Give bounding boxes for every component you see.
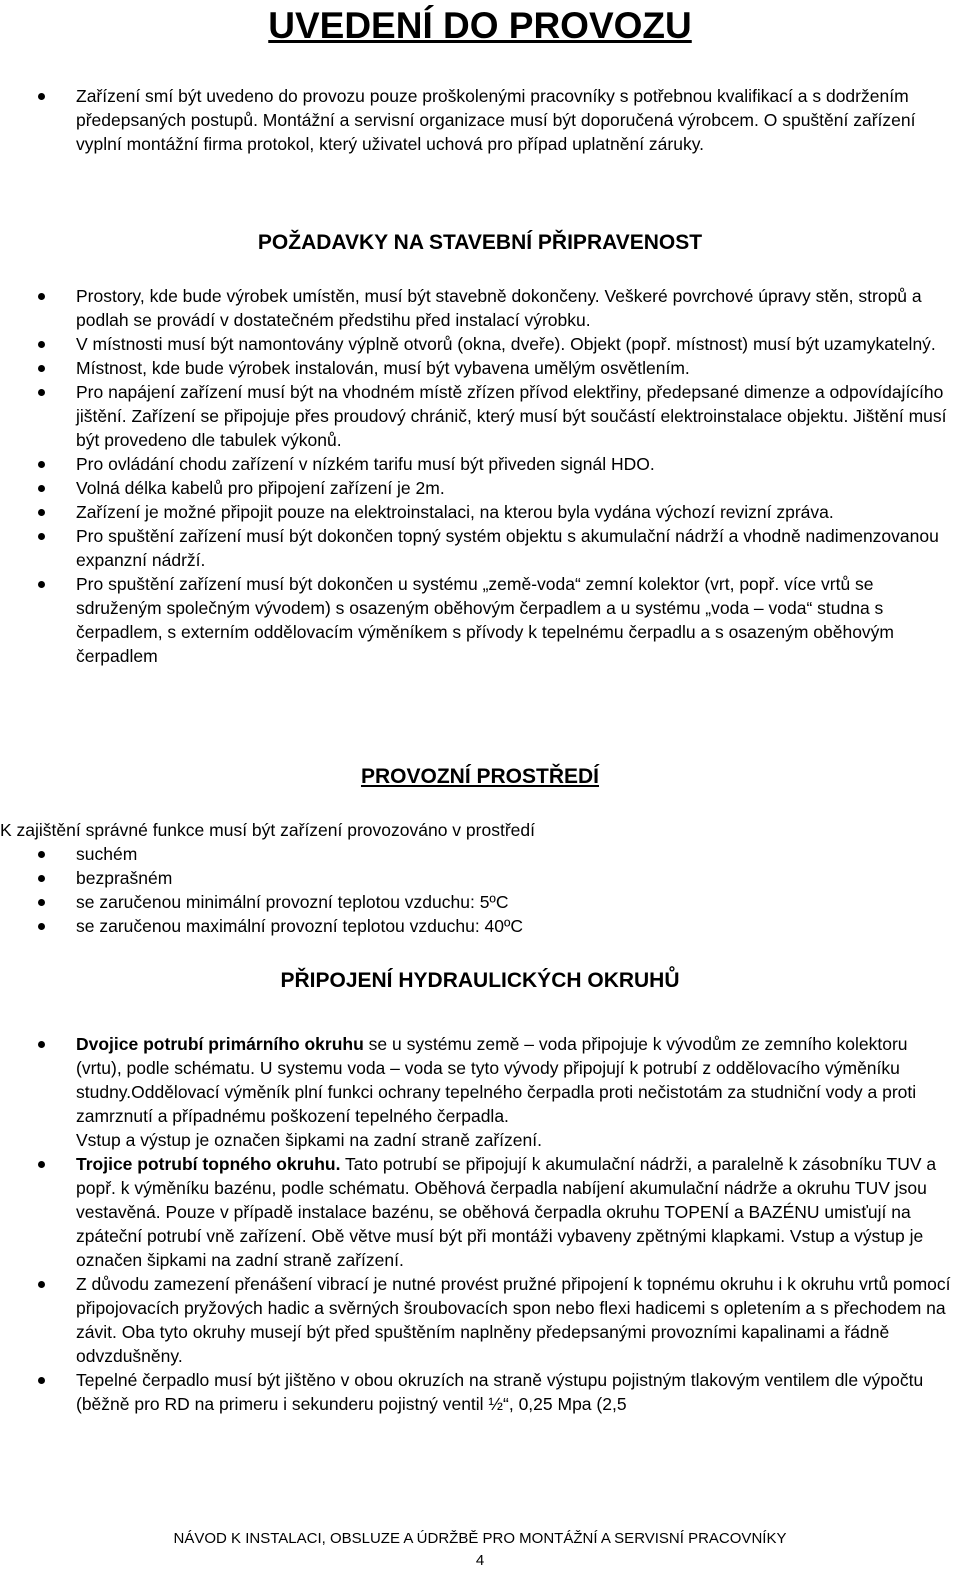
list-item: [0, 1272, 960, 1368]
item-text: Tepelné čerpadlo musí být jištěno v obou okruzích na straně výstupu pojistným tlakovým ventilem dle výpočtu (běžně pro RD na primeru i sekunderu pojistný ventil ½“, 0,25 Mpa (2,5: [76, 1370, 924, 1414]
item-text: Z důvodu zamezení přenášení vibrací je nutné provést pružné připojení k topnému okruhu i k okruhu vrtů pomocí připojovacích pryžových hadic a svěrných šroubovacích spon nebo flexi hadicemi s opletením a s přechodem na závit. Oba tyto okruhy musejí být před spuštěním naplněny předepsanými provozními kapalinami a řádně odvzdušněny.: [76, 1274, 951, 1366]
list-item: Pro ovládání chodu zařízení v nízkém tarifu musí být přiveden signál HDO.: [0, 452, 960, 476]
item-bold-lead: Trojice potrubí topného okruhu.: [76, 1154, 341, 1174]
section-heading-provozni-prostredi: PROVOZNÍ PROSTŘEDÍ: [360, 765, 600, 788]
list-item: Zařízení je možné připojit pouze na elektroinstalaci, na kterou byla vydána výchozí revizní zpráva.: [0, 500, 960, 524]
intro-list: [0, 84, 960, 156]
list-item: V místnosti musí být namontovány výplně otvorů (okna, dveře). Objekt (popř. místnost) musí být uzamykatelný.: [0, 332, 960, 356]
item-text: se u systému země – voda připojuje k vývodům ze zemního kolektoru (vrtu), podle schématu. U systemu voda – voda se tyto vývody připojují k potrubí z oddělovacího výměníku studny.Oddělovací výměník plní funkci ochrany tepelného čerpadla proti nečistotám za studniční vody a proti zamrznutí a případnému poškození tepelného čerpadla.: [76, 1034, 917, 1126]
list-item: se zaručenou maximální provozní teplotou vzduchu: 40ºC: [0, 914, 960, 938]
list-item: [0, 1368, 960, 1416]
item-note: Vstup a výstup je označen šipkami na zadní straně zařízení.: [76, 1130, 542, 1150]
environment-intro: K zajištění správné funkce musí být zařízení provozováno v prostředí: [0, 820, 535, 840]
list-item: [0, 1032, 960, 1152]
list-item: Pro napájení zařízení musí být na vhodném místě zřízen přívod elektřiny, předepsané dimenze a odpovídajícího jištění. Zařízení se připojuje přes proudový chránič, který musí být součástí elektroinstalace objektu. Jištění musí být provedeno dle tabulek výkonů.: [0, 380, 960, 452]
list-item: se zaručenou minimální provozní teplotou vzduchu: 5ºC: [0, 890, 960, 914]
list-item: bezprašném: [0, 866, 960, 890]
page-number: 4: [475, 1552, 485, 1569]
environment-list: [0, 842, 960, 938]
list-item: suchém: [0, 842, 960, 866]
list-item: Volná délka kabelů pro připojení zařízení je 2m.: [0, 476, 960, 500]
hydraulics-list: [0, 1032, 960, 1416]
page-footer: NÁVOD K INSTALACI, OBSLUZE A ÚDRŽBĚ PRO MONTÁŽNÍ A SERVISNÍ PRACOVNÍKY: [173, 1530, 787, 1547]
list-item: Prostory, kde bude výrobek umístěn, musí být stavebně dokončeny. Veškeré povrchové úpravy stěn, stropů a podlah se provádí v dostatečném předstihu před instalací výrobku.: [0, 284, 960, 332]
section-heading-hydraulicke-okruhy: PŘIPOJENÍ HYDRAULICKÝCH OKRUHŮ: [280, 969, 680, 992]
requirements-list: [0, 284, 960, 668]
list-item: [0, 1152, 960, 1272]
list-item: Místnost, kde bude výrobek instalován, musí být vybavena umělým osvětlením.: [0, 356, 960, 380]
list-item: Pro spuštění zařízení musí být dokončen topný systém objektu s akumulační nádrží a vhodně nadimenzovanou expanzní nádrží.: [0, 524, 960, 572]
list-item: Zařízení smí být uvedeno do provozu pouze proškolenými pracovníky s potřebnou kvalifikací a s dodržením předepsaných postupů. Montážní a servisní organizace musí být doporučená výrobcem. O spuštění zařízení vyplní montážní firma protokol, který uživatel uchová pro případ uplatnění záruky.: [0, 84, 960, 156]
page-title: UVEDENÍ DO PROVOZU: [268, 5, 692, 46]
item-bold-lead: Dvojice potrubí primárního okruhu: [76, 1034, 364, 1054]
item-text: Tato potrubí se připojují k akumulační nádrži, a paralelně k zásobníku TUV a popř. k výměníku bazénu, podle schématu. Oběhová čerpadla nabíjení akumulační nádrže a okruhu TUV jsou vestavěná. Pouze v případě instalace bazénu, se oběhová čerpadla okruhu TOPENÍ a BAZÉNU umisťují na zpáteční potrubí vně zařízení. Obě větve musí být při montáži vybaveny zpětnými klapkami. Vstup a výstup je označen šipkami na zadní straně zařízení.: [76, 1154, 937, 1270]
list-item: Pro spuštění zařízení musí být dokončen u systému „země-voda“ zemní kolektor (vrt, popř. více vrtů se sdruženým společným vývodem) s osazeným oběhovým čerpadlem a u systému „voda – voda“ studna s čerpadlem, s externím oddělovacím výměníkem s přívody k tepelnému čerpadlu a s osazeným oběhovým čerpadlem: [0, 572, 960, 668]
section-heading-stavebni-pripravenost: POŽADAVKY NA STAVEBNÍ PŘIPRAVENOST: [257, 231, 703, 254]
